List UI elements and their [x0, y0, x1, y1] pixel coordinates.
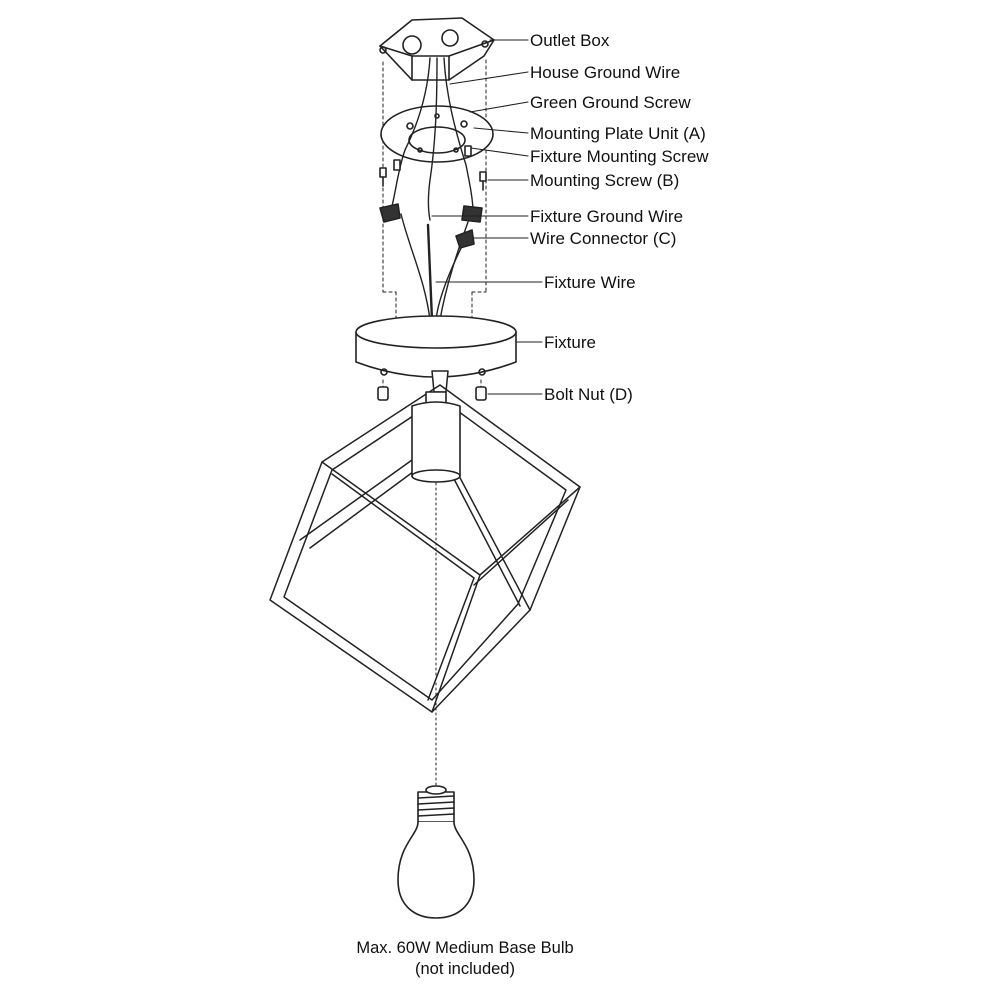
- bulb-socket: [412, 392, 460, 482]
- label-fixture: Fixture: [544, 333, 596, 352]
- part-labels: [530, 31, 709, 404]
- label-fixture-wire: Fixture Wire: [544, 273, 636, 292]
- wires: [392, 58, 473, 320]
- label-green-ground-screw: Green Ground Screw: [530, 93, 691, 112]
- label-fixture-mounting-screw: Fixture Mounting Screw: [530, 147, 709, 166]
- label-outlet-box: Outlet Box: [530, 31, 610, 50]
- label-mounting-plate-unit: Mounting Plate Unit (A): [530, 124, 706, 143]
- label-mounting-screw: Mounting Screw (B): [530, 171, 680, 190]
- label-house-ground-wire: House Ground Wire: [530, 63, 681, 82]
- label-fixture-ground-wire: Fixture Ground Wire: [530, 207, 684, 226]
- fixture-canopy: [356, 316, 516, 377]
- label-wire-connector: Wire Connector (C): [530, 229, 677, 248]
- bulb-caption-line1: Max. 60W Medium Base Bulb: [356, 939, 574, 957]
- bulb-caption: [300, 938, 630, 980]
- bulb-caption-line2: (not included): [415, 960, 515, 978]
- mounting-plate: [381, 106, 493, 162]
- label-bolt-nut: Bolt Nut (D): [544, 385, 633, 404]
- light-bulb: [398, 786, 474, 918]
